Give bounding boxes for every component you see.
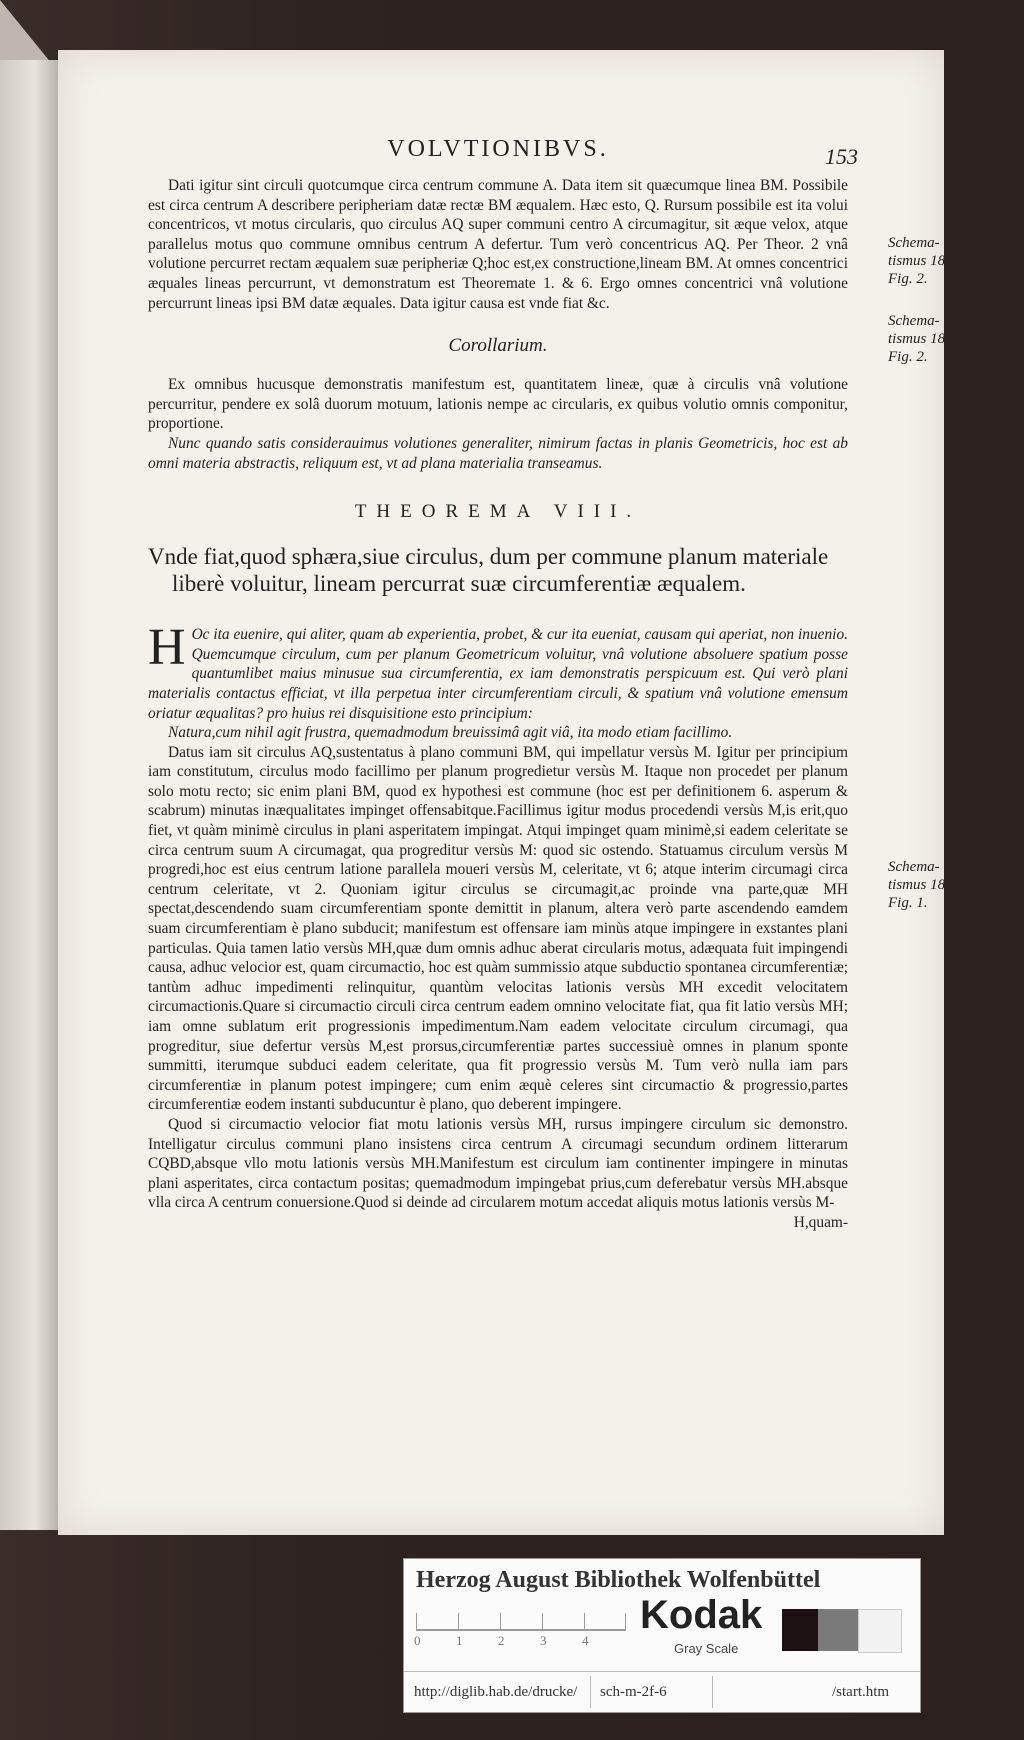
theorem-statement: Vnde fiat,quod sphæra,siue circulus, dum per commune planum materiale liberè voluitur, lineam percurrat suæ circumferentiæ æqualem. (148, 544, 829, 597)
paragraph-intro (148, 619, 848, 723)
paragraph-faster-rotation: Quod si circumactio velocior fiat motu lationis versùs MH, rursus impingere circulum sic demonstro. Intelligatur circulus communi plano insistens circa centrum A circumagi secundum ordinem litterarum CQBD,absque vllo motu lationis versùs MH.Manifestum est circulum iam continenter impingere in minutas plani asperitates, circa contactum positas; quemadmodum impingebat prius,cum deferebatur versùs MH.absque vlla circa A centrum conuersione.Quod si deinde ad circularem motum accedat aliquis motus lationis versùs M- (148, 1115, 848, 1212)
page-file: /start.htm (832, 1684, 890, 1700)
swatch-black (782, 1609, 818, 1651)
url-row (404, 1671, 920, 1712)
paragraph-principle: Natura,cum nihil agit frustra, quemadmodum breuissimâ agit viâ, ita modo etiam facillimo. (168, 724, 733, 742)
margin-note-1: Schema-tismus 18 Fig. 2. (888, 235, 946, 287)
margin-note-3: Schema-tismus 18 Fig. 1. (888, 859, 946, 911)
paragraph-intro-text: Oc ita euenire, qui aliter, quam ab experientia, probet, & cur ita eueniat, causam qui aperiat, non inuenio. Quemcumque circulum, cum per planum Geometricum voluitur, vnâ volutione absoluere spatium posse quantumlibet maius minusue sua circumferentia, ex iam demonstratis perspicuum est. Qui verò plani materialis contactus efficiat, vt illa perpetua inter circumferentiam circuli, & spatium vnâ volutione emensum oriatur æqualitas? pro huius rei disquisitione esto principium: (148, 626, 848, 722)
previous-page-edge (0, 60, 58, 1530)
drop-cap: H (148, 619, 186, 677)
ruler-number-1: 1 (456, 1633, 463, 1648)
kodak-logo: Kodak (640, 1593, 763, 1637)
page-header (148, 136, 858, 176)
page-text-block (148, 136, 946, 1233)
corollary-title: Corollarium. (448, 335, 548, 357)
paragraph-proof-conclusion: Dati igitur sint circuli quotcumque circa centrum commune A. Data item sit quæcumque linea BM. Possibile est circa centrum A describere peripheriam datæ rectæ BM æqualem. Hæc esto, Q. Rursum possibile est ita volui concentricos, vt motus circularis, quo circulus AQ super communi centro A circumagitur, sit æque velox, atque parallelus motus quo commune omnibus centrum A defertur. Tum verò concentricus AQ. Per Theor. 2 vnâ volutione percurret rectam æqualem suæ peripheriæ Q;hoc est,ex constructione,lineam BM. At omnes concentrici æquales lineas percurrunt, vt demonstratum est Theoremate 1. & 6. Ergo omnes concentrici vnâ volutione percurrunt lineas ipsi BM datæ æquales. Data igitur causa est vnde fiat &c. (148, 177, 848, 312)
ruler-number-0: 0 (414, 1633, 421, 1648)
library-color-target (403, 1558, 921, 1713)
book-page (58, 50, 944, 1535)
ruler-scale (416, 1609, 626, 1631)
swatch-gray (818, 1609, 858, 1651)
shelfmark: sch-m-2f-6 (600, 1684, 667, 1700)
ruler-number-2: 2 (498, 1633, 505, 1648)
library-name: Herzog August Bibliothek Wolfenbüttel (416, 1567, 821, 1593)
catchword: H,quam- (793, 1213, 848, 1231)
ruler-number-3: 3 (540, 1633, 547, 1648)
digital-library-url: http://diglib.hab.de/drucke/ (414, 1684, 578, 1700)
paragraph-demonstration: Datus iam sit circulus AQ,sustentatus à plano communi BM, qui impellatur versùs M. Igitur per principium iam constitutum, circulus modo facillimo per planum progredietur versùs M. Itaque non procedet per planum solo motu recto; sic enim plani BM, quod ex hypothesi est commune (hoc est per definitionem 6. asperum & scabrum) minutas inæqualitates impinget offensabitque.Facillimus igitur modus procedendi versùs M,is erit,quo fiet, vt quàm minimè circulus in plani asperitatem impingat. Atqui impinget quam minimè,si eadem celeritate se circa centrum suum A circumagat, qua progreditur versùs M: quod sic ostendo. Statuamus circulum versùs M progredi,hoc est eius centrum latione parallela moueri versùs M, celeritate, vt 6; atque interim circumagi circa centrum celeritate, vt 2. Quoniam igitur circulus se circumagit,ac proinde vna parte,quæ MH spectat,descendendo suam circumferentiam sponte demittit in planum, altera verò parte ascendendo eamdem suam circumferentiam è plano subducit; manifestum est offensare iam minùs atque impingere in exstantes plani particulas. Quia tamen latio versùs MH,quæ dum omnis adhuc aberat circularis motus, adæquata fuit impingendi causa, adhuc velocior est, quam circumactio, hoc est quàm summissio atque subductio spontanea circumferentiæ; tantùm adhuc impedimenti relinquitur, quantùm velocitas lationis versùs MH excedit velocitatem circumactionis.Quare si circumactio circuli circa centrum eadem omnino velocitate fiat, qua fit latio versùs MH; iam omne sublatum erit progressionis impedimentum.Nam eadem velocitate circulum circumagi, qua progreditur, siue defertur versùs M,est prorsus,circumferentiæ partes successiuè omnes in planum sponte summitti, iterumque subduci eadem celeritate, qua fit progressio versùs M. Tum verò nulla iam pars circumferentiæ in planum potest impingere; cum enim æquè celeres sint circumactio & progressio,partes circumferentiæ eodem instanti subducuntur è plano, quo deberent impingere. (148, 743, 848, 1114)
theorem-title: THEOREMA VIII. (354, 501, 642, 523)
ruler-number-4: 4 (582, 1633, 589, 1648)
page-number: 153 (825, 144, 858, 169)
paragraph-transition: Nunc quando satis considerauimus volutiones generaliter, nimirum factas in planis Geometricis, hoc est ab omni materia abstractis, reliquum est, vt ad plana materialia transeamus. (148, 434, 848, 472)
paragraph-corollary: Ex omnibus hucusque demonstratis manifestum est, quantitatem lineæ, quæ à circulis vnâ volutione percurritur, pendere ex solâ duorum motuum, lationis nempe ac circularis, ex quibus volutio omnis componitur, proportione. (148, 376, 848, 433)
swatch-white (858, 1609, 902, 1653)
gray-scale-label: Gray Scale (674, 1641, 739, 1656)
running-head: VOLVTIONIBVS. (387, 136, 609, 162)
margin-note-2: Schema-tismus 18 Fig. 2. (888, 313, 946, 365)
